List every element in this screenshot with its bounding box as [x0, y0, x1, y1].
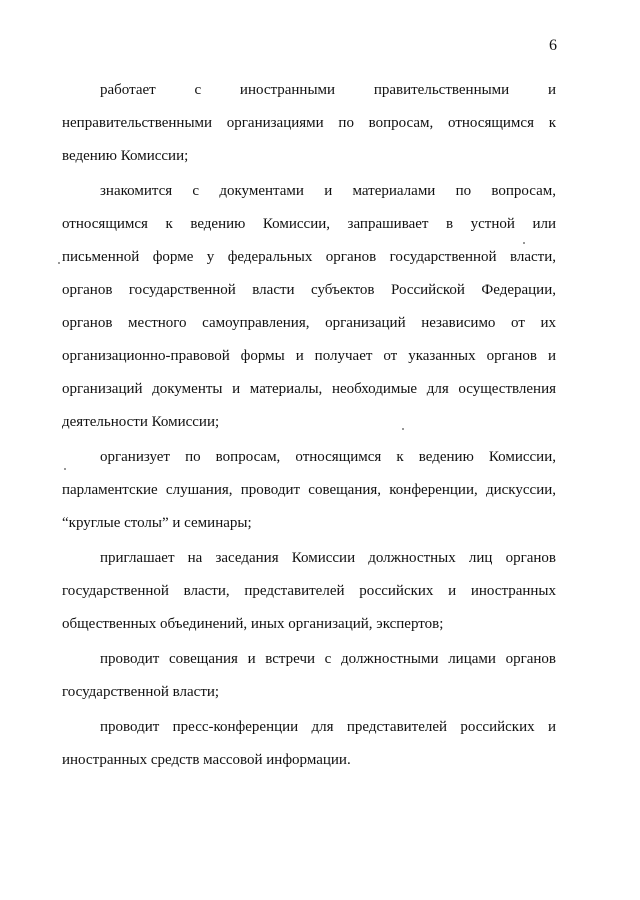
- paragraph-line: государственной власти, представителей российских и иностранных: [62, 583, 556, 599]
- paragraph-line: органов государственной власти субъектов Российской Федерации,: [62, 282, 556, 298]
- paragraph-line: организационно-правовой формы и получает от указанных органов и: [62, 348, 556, 364]
- paragraph-line: парламентские слушания, проводит совещания, конференции, дискуссии,: [62, 482, 556, 498]
- scan-speck: [402, 428, 404, 430]
- paragraph-line: письменной форме у федеральных органов государственной власти,: [62, 249, 556, 265]
- scan-speck: [523, 242, 525, 244]
- paragraph-line: органов местного самоуправления, организаций независимо от их: [62, 315, 556, 331]
- paragraph-line: неправительственными организациями по вопросам, относящимся к: [62, 115, 556, 131]
- paragraph-line: проводит пресс-конференции для представителей российских и: [100, 719, 556, 735]
- paragraph-line: относящимся к ведению Комиссии, запрашивает в устной или: [62, 216, 556, 232]
- body-text: [62, 74, 556, 777]
- paragraph-4: [62, 542, 556, 641]
- paragraph-line: государственной власти;: [62, 684, 220, 700]
- paragraph-line: проводит совещания и встречи с должностными лицами органов: [100, 651, 556, 667]
- paragraph-line: иностранных средств массовой информации.: [62, 752, 351, 768]
- paragraph-line: организаций документы и материалы, необходимые для осуществления: [62, 381, 556, 397]
- paragraph-1: [62, 74, 556, 173]
- paragraph-line: приглашает на заседания Комиссии должностных лиц органов: [100, 550, 556, 566]
- paragraph-6: [62, 711, 556, 777]
- paragraph-line: “круглые столы” и семинары;: [62, 515, 252, 531]
- scan-speck: [64, 468, 66, 470]
- paragraph-line: общественных объединений, иных организаций, экспертов;: [62, 616, 444, 632]
- paragraph-line: знакомится с документами и материалами по вопросам,: [100, 183, 556, 199]
- paragraph-line: работает с иностранными правительственными и: [100, 82, 556, 98]
- paragraph-line: ведению Комиссии;: [62, 148, 189, 164]
- paragraph-2: [62, 175, 556, 439]
- scan-speck: [58, 262, 60, 264]
- paragraph-5: [62, 643, 556, 709]
- paragraph-3: [62, 441, 556, 540]
- paragraph-line: деятельности Комиссии;: [62, 414, 220, 430]
- paragraph-line: организует по вопросам, относящимся к ведению Комиссии,: [100, 449, 556, 465]
- page-number: 6: [549, 37, 557, 54]
